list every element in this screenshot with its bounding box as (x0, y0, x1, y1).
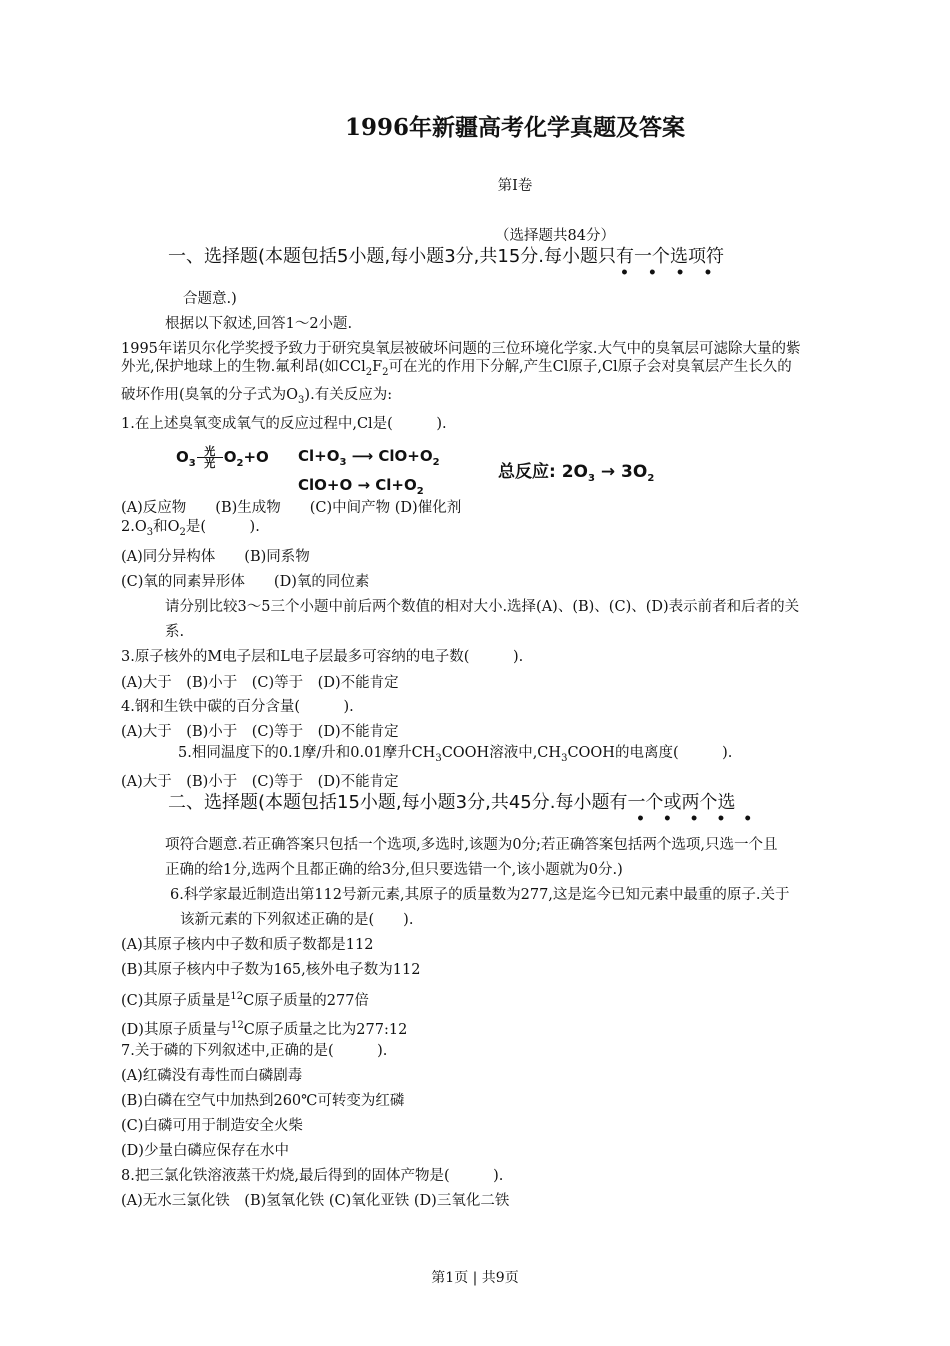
total-reaction (498, 462, 654, 489)
subscript: 3 (188, 458, 196, 469)
subscript: 3 (339, 457, 347, 468)
q1-stem: 1.在上述臭氧变成氧气的反应过程中,Cl是( ). (121, 416, 447, 432)
text: (D)其原子质量与 (121, 1022, 231, 1038)
part2-instruction: 正确的给1分,选两个且都正确的给3分,但只要选错一个,该小题就为0分.) (165, 862, 623, 878)
subscript: 3 (588, 473, 595, 484)
q8-stem: 8.把三氯化铁溶液蒸干灼烧,最后得到的固体产物是( ). (121, 1168, 504, 1184)
equation-1 (176, 446, 269, 474)
compare-instruction: 系. (165, 624, 185, 640)
emphasis-dots: • • • • • (636, 811, 753, 827)
q7-stem: 7.关于磷的下列叙述中,正确的是( ). (121, 1043, 388, 1059)
subscript: 3 (435, 753, 442, 764)
q6-option-b: (B)其原子核内中子数为165,核外电子数为112 (121, 962, 421, 978)
q2-stem (121, 517, 260, 543)
q3-stem: 3.原子核外的M电子层和L电子层最多可容纳的电子数( ). (121, 649, 524, 665)
q6-stem: 该新元素的下列叙述正确的是( ). (180, 912, 414, 928)
subscript: 3 (561, 753, 568, 764)
text: F (372, 359, 383, 375)
subscript: 3 (146, 527, 154, 538)
text: C原子质量的277倍 (243, 993, 369, 1009)
text: 可在光的作用下分解,产生Cl原子,Cl原子会对臭氧层产生长久的 (388, 359, 792, 375)
text: 5.相同温度下的0.1摩/升和0.01摩升CH (178, 745, 436, 761)
part1-heading-cont: 合题意.) (183, 291, 237, 307)
q6-option-c (121, 987, 369, 1011)
superscript: 12 (230, 991, 244, 1002)
document-title: 1996年新疆高考化学真题及答案 (344, 114, 685, 141)
subscript: 2 (432, 457, 440, 468)
q7-option-a: (A)红磷没有毒性而白磷剧毒 (121, 1068, 303, 1084)
q6-stem: 6.科学家最近制造出第112号新元素,其原子的质量数为277,这是迄今已知元素中最重的原子.关于 (170, 887, 790, 903)
q6-option-d (121, 1016, 407, 1040)
text: COOH溶液中,CH (441, 745, 562, 761)
emphasis-dots: • • • • (620, 265, 713, 281)
q1-options: (A)反应物 (B)生成物 (C)中间产物 (D)催化剂 (121, 500, 462, 516)
subscript: 2 (647, 473, 655, 484)
q7-option-b: (B)白磷在空气中加热到260℃可转变为红磷 (121, 1093, 405, 1109)
q8-options: (A)无水三氯化铁 (B)氢氧化铁 (C)氧化亚铁 (D)三氧化二铁 (121, 1193, 510, 1209)
passage-line: 1995年诺贝尔化学奖授予致力于研究臭氧层被破坏问题的三位环境化学家.大气中的臭氧层可滤除大量的紫 (121, 341, 801, 357)
q3-options: (A)大于 (B)小于 (C)等于 (D)不能肯定 (121, 675, 399, 691)
text: 是( ). (185, 519, 260, 535)
text: +O (243, 448, 269, 466)
equation-2 (298, 446, 440, 473)
subscript: 2 (416, 486, 424, 497)
text: C原子质量之比为277:12 (243, 1022, 408, 1038)
text: → 3O (594, 462, 648, 482)
superscript: 12 (230, 1020, 244, 1031)
q6-option-a: (A)其原子核内中子数和质子数都是112 (121, 937, 374, 953)
text: 总反应: 2O (498, 462, 588, 482)
subscript: 2 (365, 367, 373, 378)
text: 光 (204, 445, 216, 458)
q2-options: (A)同分异构体 (B)同系物 (121, 549, 310, 565)
light-arrow (197, 446, 223, 469)
text: 外光,保护地球上的生物.氟利昂(如CCl (121, 359, 366, 375)
text: COOH的电离度( ). (567, 745, 733, 761)
volume-label: 第I卷 (497, 178, 533, 194)
q4-stem: 4.钢和生铁中碳的百分含量( ). (121, 699, 354, 715)
text: (C)其原子质量是 (121, 993, 231, 1009)
subscript: 2 (236, 458, 244, 469)
text: ).有关反应为: (304, 387, 393, 403)
text: Cl+O (298, 447, 340, 465)
q5-stem (178, 743, 732, 769)
text: 2.O (121, 519, 147, 535)
subscript: 3 (298, 395, 305, 406)
q4-options: (A)大于 (B)小于 (C)等于 (D)不能肯定 (121, 724, 399, 740)
compare-instruction: 请分别比较3～5三个小题中前后两个数值的相对大小.选择(A)、(B)、(C)、(D)表示前者和后者的关 (165, 599, 800, 615)
text: O (223, 448, 237, 466)
passage-line (121, 385, 392, 411)
subscript: 2 (382, 367, 389, 378)
section-note: （选择题共84分） (495, 228, 615, 244)
text: ⟶ ClO+O (346, 447, 433, 465)
q7-option-c: (C)白磷可用于制造安全火柴 (121, 1118, 303, 1134)
text: 和O (153, 519, 180, 535)
text: ClO+O → Cl+O (298, 476, 417, 494)
subscript: 2 (179, 527, 186, 538)
text: O (176, 448, 189, 466)
page-footer: 第1页 | 共9页 (431, 1270, 519, 1286)
q5-options: (A)大于 (B)小于 (C)等于 (D)不能肯定 (121, 774, 399, 790)
intro-text: 根据以下叙述,回答1～2小题. (165, 316, 353, 332)
part2-instruction: 项符合题意.若正确答案只包括一个选项,多选时,该题为0分;若正确答案包括两个选项,只选一个且 (165, 837, 778, 853)
q7-option-d: (D)少量白磷应保存在水中 (121, 1143, 289, 1159)
part1-heading: 一、选择题(本题包括5小题,每小题3分,共15分.每小题只有一个选项符 (168, 246, 724, 267)
part2-heading: 二、选择题(本题包括15小题,每小题3分,共45分.每小题有一个或两个选 (168, 792, 736, 813)
q2-options: (C)氧的同素异形体 (D)氧的同位素 (121, 574, 370, 590)
text: 光 (204, 457, 216, 470)
passage-line (121, 357, 792, 383)
text: 破坏作用(臭氧的分子式为O (121, 387, 299, 403)
